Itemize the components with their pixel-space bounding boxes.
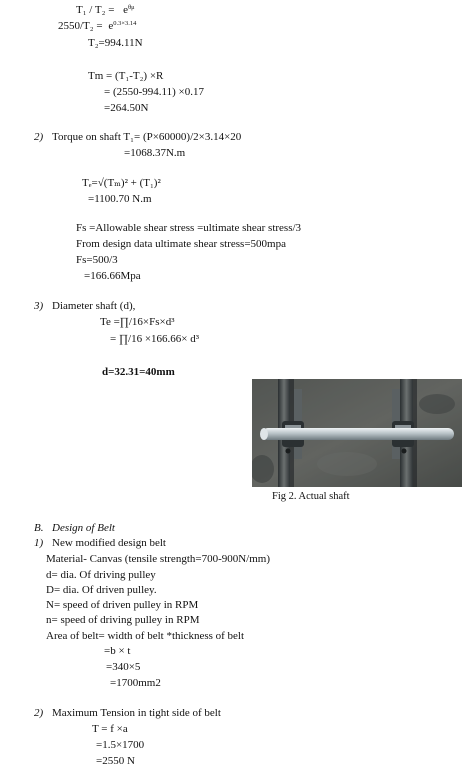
torque-number: 2) xyxy=(34,131,44,143)
ratio-2-lhs: 2550/T₂ = xyxy=(58,20,103,32)
section-title: Design of Belt xyxy=(52,522,115,534)
area-substitution: =340×5 xyxy=(106,661,141,673)
area-bt: =b × t xyxy=(104,645,131,657)
design-data-line: From design data ultimate shear stress=500mpa xyxy=(76,238,286,250)
ratio-1-lhs: T₁ / T₂ = xyxy=(76,4,115,16)
te-formula: Tₑ=√(Tₘ)² + (T₁)² xyxy=(82,177,161,189)
torque-result: =1068.37N.m xyxy=(124,147,186,159)
shaft-photo xyxy=(252,379,462,487)
te-result: =1100.70 N.m xyxy=(88,193,152,205)
material-line: Material- Canvas (tensile strength=700-900N/mm) xyxy=(46,553,271,565)
tension-substitution: =1.5×1700 xyxy=(96,739,145,751)
d-definition: d= dia. Of driving pulley xyxy=(46,569,156,581)
belt-item-1 xyxy=(34,537,166,550)
tm-result: =264.50N xyxy=(104,102,149,114)
diameter-heading: Diameter shaft (d), xyxy=(52,300,136,312)
section-heading xyxy=(34,522,115,535)
belt-item-1-number: 1) xyxy=(34,537,44,549)
t2-result: T₂=994.11N xyxy=(88,37,143,49)
diameter-number: 3) xyxy=(34,300,44,312)
diameter-item xyxy=(34,300,135,313)
ratio-2-rhs: $e^{0.3\times 3.14}$ xyxy=(108,20,137,32)
belt-item-2 xyxy=(34,707,221,720)
torque-item xyxy=(34,131,241,144)
tm-formula: Tm = (T₁-T₂) ×R xyxy=(88,70,164,82)
area-result: =1700mm2 xyxy=(110,677,161,689)
ratio-equation-1 xyxy=(76,4,135,18)
tension-formula: T = f ×a xyxy=(92,723,128,735)
diameter-result: d=32.31=40mm xyxy=(102,366,175,378)
belt-item-2-number: 2) xyxy=(34,707,44,719)
fs-calculation: Fs=500/3 xyxy=(76,254,118,266)
belt-item-2-title: Maximum Tension in tight side of belt xyxy=(52,707,221,719)
torque-line: Torque on shaft T₁= (P×60000)/2×3.14×20 xyxy=(52,131,242,143)
D-definition: D= dia. Of driven pulley. xyxy=(46,584,157,596)
area-definition: Area of belt= width of belt *thickness of belt xyxy=(46,630,245,642)
te-substitution: = ∏/16 ×166.66× d³ xyxy=(110,333,200,345)
figure-caption: Fig 2. Actual shaft xyxy=(272,491,350,502)
fs-result: =166.66Mpa xyxy=(84,270,141,282)
te-equation: Te =∏/16×Fs×d³ xyxy=(100,316,175,328)
ratio-1-rhs: $e^{\theta\mu}$ xyxy=(123,4,135,16)
tension-result: =2550 N xyxy=(96,755,135,767)
ratio-equation-2 xyxy=(58,20,136,34)
n-definition: n= speed of driving pulley in RPM xyxy=(46,614,200,626)
shaft-photo-drawing xyxy=(252,379,462,487)
section-letter: B. xyxy=(34,522,44,534)
tm-substitution: = (2550-994.11) ×0.17 xyxy=(104,86,204,98)
belt-item-1-title: New modified design belt xyxy=(52,537,166,549)
fs-definition: Fs =Allowable shear stress =ultimate shear stress/3 xyxy=(76,222,302,234)
N-definition: N= speed of driven pulley in RPM xyxy=(46,599,199,611)
